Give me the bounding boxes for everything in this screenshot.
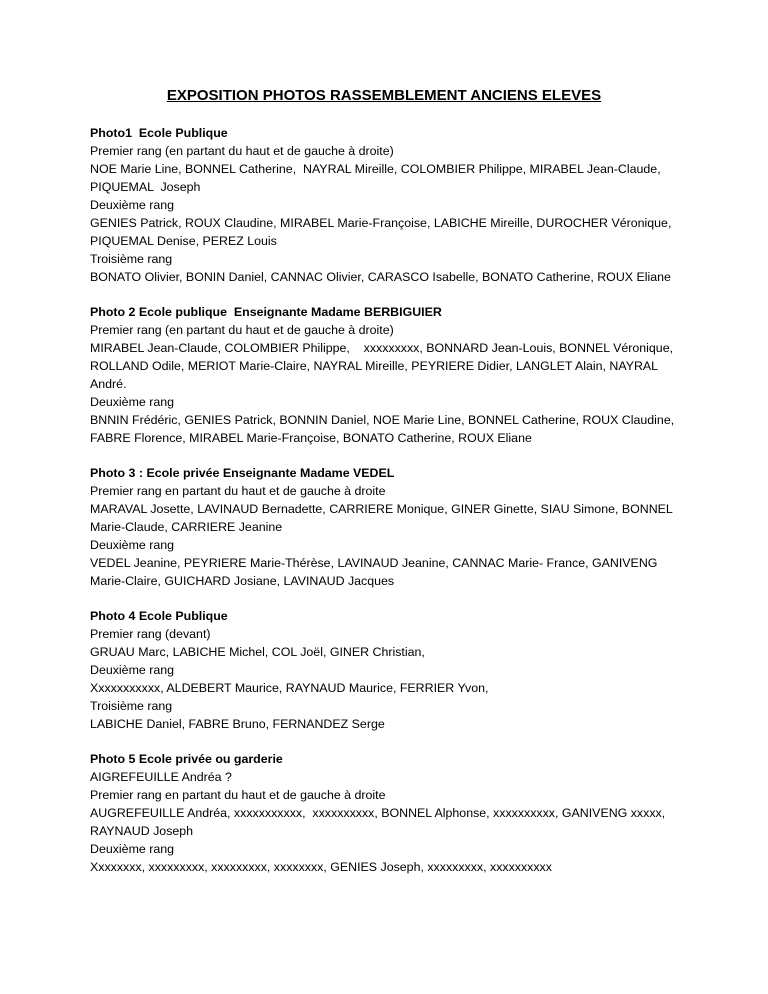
text-line: MARAVAL Josette, LAVINAUD Bernadette, CARRIERE Monique, GINER Ginette, SIAU Simone, BONNEL	[90, 502, 673, 516]
section-photo-2	[90, 303, 695, 447]
text-line: NOE Marie Line, BONNEL Catherine, NAYRAL Mireille, COLOMBIER Philippe, MIRABEL Jean-Claude,	[90, 162, 661, 176]
text-line: Xxxxxxxx, xxxxxxxxx, xxxxxxxxx, xxxxxxxx, GENIES Joseph, xxxxxxxxx, xxxxxxxxxx	[90, 860, 552, 874]
text-line: Premier rang (devant)	[90, 627, 211, 641]
text-line: Deuxième rang	[90, 663, 175, 677]
section-title: Photo 5 Ecole privée ou garderie	[90, 752, 283, 766]
text-line: Premier rang (en partant du haut et de gauche à droite)	[90, 144, 394, 158]
text-line: Premier rang en partant du haut et de gauche à droite	[90, 788, 386, 802]
section-title: Photo 3 : Ecole privée Enseignante Madame VEDEL	[90, 466, 395, 480]
document-title: EXPOSITION PHOTOS RASSEMBLEMENT ANCIENS ELEVES	[166, 87, 602, 104]
text-line: André.	[90, 377, 127, 391]
text-line: Premier rang en partant du haut et de gauche à droite	[90, 484, 386, 498]
text-line: BONATO Olivier, BONIN Daniel, CANNAC Olivier, CARASCO Isabelle, BONATO Catherine, ROUX Eliane	[90, 270, 671, 284]
text-line: Marie-Claire, GUICHARD Josiane, LAVINAUD Jacques	[90, 574, 395, 588]
text-line: FABRE Florence, MIRABEL Marie-Françoise, BONATO Catherine, ROUX Eliane	[90, 431, 532, 445]
text-line: LABICHE Daniel, FABRE Bruno, FERNANDEZ Serge	[90, 717, 385, 731]
section-photo-4	[90, 607, 695, 733]
text-line: Troisième rang	[90, 699, 173, 713]
text-line: GRUAU Marc, LABICHE Michel, COL Joël, GINER Christian,	[90, 645, 425, 659]
section-photo-5	[90, 750, 695, 876]
text-line: Deuxième rang	[90, 538, 175, 552]
text-line: ROLLAND Odile, MERIOT Marie-Claire, NAYRAL Mireille, PEYRIERE Didier, LANGLET Alain, NAYRAL	[90, 359, 659, 373]
document-body	[90, 124, 695, 893]
section-title: Photo 2 Ecole publique Enseignante Madame BERBIGUIER	[90, 305, 442, 319]
text-line: AIGREFEUILLE Andréa ?	[90, 770, 232, 784]
text-line: PIQUEMAL Denise, PEREZ Louis	[90, 234, 277, 248]
text-line: RAYNAUD Joseph	[90, 824, 194, 838]
section-photo-1	[90, 124, 695, 286]
text-line: BNNIN Frédéric, GENIES Patrick, BONNIN Daniel, NOE Marie Line, BONNEL Catherine, ROUX Claudine,	[90, 413, 675, 427]
text-line: Deuxième rang	[90, 395, 175, 409]
text-line: MIRABEL Jean-Claude, COLOMBIER Philippe, xxxxxxxxx, BONNARD Jean-Louis, BONNEL Véronique,	[90, 341, 674, 355]
text-line: Deuxième rang	[90, 198, 175, 212]
section-title: Photo1 Ecole Publique	[90, 126, 228, 140]
text-line: Marie-Claude, CARRIERE Jeanine	[90, 520, 283, 534]
text-line: Premier rang (en partant du haut et de gauche à droite)	[90, 323, 394, 337]
section-title: Photo 4 Ecole Publique	[90, 609, 228, 623]
text-line: AUGREFEUILLE Andréa, xxxxxxxxxxx, xxxxxxxxxx, BONNEL Alphonse, xxxxxxxxxx, GANIVENG xxxxx,	[90, 806, 666, 820]
text-line: VEDEL Jeanine, PEYRIERE Marie-Thérèse, LAVINAUD Jeanine, CANNAC Marie- France, GANIVENG	[90, 556, 658, 570]
text-line: Xxxxxxxxxxx, ALDEBERT Maurice, RAYNAUD Maurice, FERRIER Yvon,	[90, 681, 489, 695]
section-photo-3	[90, 464, 695, 590]
text-line: Deuxième rang	[90, 842, 175, 856]
text-line: PIQUEMAL Joseph	[90, 180, 201, 194]
text-line: Troisième rang	[90, 252, 173, 266]
text-line: GENIES Patrick, ROUX Claudine, MIRABEL Marie-Françoise, LABICHE Mireille, DUROCHER Véronique,	[90, 216, 672, 230]
